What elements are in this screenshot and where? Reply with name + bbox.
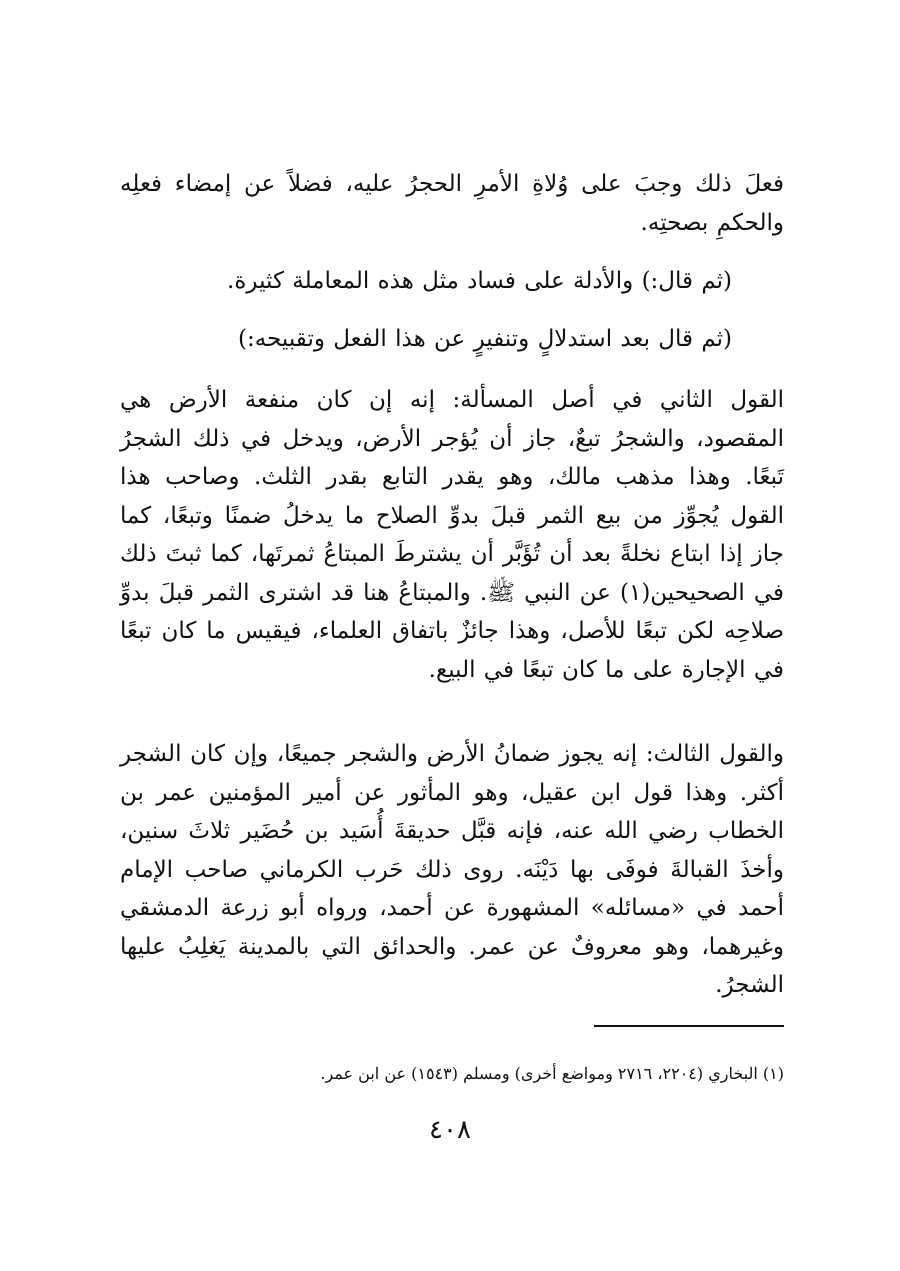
paragraph-second-opinion: القول الثاني في أصل المسألة: إنه إن كان منفعة الأرض هي المقصود، والشجرُ تبعٌ، جاز أن يُؤجر الأرض، ويدخل في ذلك الشجرُ تَبعًا. وهذا مذهب مالك، وهو يقدر التابع بقدر الثلث. وصاحب هذا القول يُجوِّز من بيع الثمر قبلَ بدوِّ الصلاح ما يدخلُ ضمنًا وتبعًا، كما جاز إذا ابتاع نخلةً بعد أن تُؤَبَّر أن يشترطَ المبتاعُ ثمرتَها، كما ثبتَ ذلك في الصحيحين(١) عن النبي ﷺ. والمبتاعُ هنا قد اشترى الثمر قبلَ بدوِّ صلاحِه لكن تبعًا للأصل، وهذا جائزٌ باتفاق العلماء، فيقيس ما كان تبعًا في الإجارة على ما كان تبعًا في البيع. bbox=[120, 387, 785, 683]
paragraph-continuation: فعلَ ذلك وجبَ على وُلاةِ الأمرِ الحجرُ عليه، فضلاً عن إمضاء فعلِه والحكمِ بصحتِه. bbox=[120, 171, 784, 236]
footnote: (١) البخاري (٢٢٠٤، ٢٧١٦ ومواضع أخرى) ومسلم (١٥٤٣) عن ابن عمر. bbox=[320, 1064, 784, 1083]
footnote-divider bbox=[594, 1025, 784, 1027]
page-number: ٤٠٨ bbox=[429, 1115, 471, 1145]
paragraph-quote-transition: (ثم قال بعد استدلالٍ وتنفيرٍ عن هذا الفعل وتقبيحه:) bbox=[238, 326, 732, 352]
paragraph-third-opinion: والقول الثالث: إنه يجوز ضمانُ الأرض والشجر جميعًا، وإن كان الشجر أكثر. وهذا قول ابن عقيل، وهو المأثور عن أمير المؤمنين عمر بن الخطاب رضي الله عنه، فإنه قبَّل حديقةَ أُسَيد بن حُضَير ثلاثَ سنين، وأخذَ القبالةَ فوفَى بها دَيْنَه. روى ذلك حَرب الكرماني صاحب الإمام أحمد في «مسائله» المشهورة عن أحمد، ورواه أبو زرعة الدمشقي وغيرهما، وهو معروفٌ عن عمر. والحدائق التي بالمدينة يَغلِبُ عليها الشجرُ. bbox=[120, 741, 784, 998]
paragraph-quote-intro: (ثم قال:) والأدلة على فساد مثل هذه المعاملة كثيرة. bbox=[227, 268, 732, 294]
